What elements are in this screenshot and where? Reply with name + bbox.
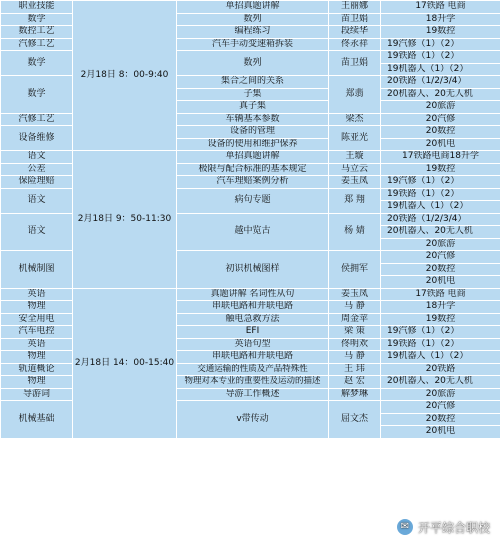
topic-cell: 数列 — [177, 13, 329, 26]
time-slot-cell: 2月18日 14：00-15:40 — [73, 288, 177, 438]
subject-cell: 数学 — [1, 76, 73, 114]
class-cell: 17铁路 电商 — [381, 1, 500, 14]
subject-cell: 汽车电控 — [1, 326, 73, 339]
class-cell: 19铁路（1）（2） — [381, 338, 500, 351]
class-cell: 20铁路（1/2/3/4） — [381, 76, 500, 89]
teacher-cell: 侯拥军 — [329, 251, 381, 289]
teacher-cell: 梁 策 — [329, 326, 381, 339]
table-row — [1, 288, 500, 301]
class-cell: 19数控 — [381, 313, 500, 326]
class-cell: 18升学 — [381, 13, 500, 26]
subject-cell: 导游词 — [1, 388, 73, 401]
class-cell: 20机电 — [381, 276, 500, 289]
teacher-cell: 马 静 — [329, 351, 381, 364]
topic-cell: 病句专题 — [177, 188, 329, 213]
time-slot-cell: 2月18日 8：00-9:40 — [73, 1, 177, 151]
teacher-cell: 佟明欢 — [329, 338, 381, 351]
topic-cell: 设备的管理 — [177, 126, 329, 139]
watermark — [396, 518, 490, 536]
topic-cell: 子集 — [177, 88, 329, 101]
topic-cell: 触电急救方法 — [177, 313, 329, 326]
topic-cell: 真题讲解 名词性从句 — [177, 288, 329, 301]
chat-bubble-icon: ✉ — [396, 518, 414, 536]
topic-cell: 串联电路和并联电路 — [177, 301, 329, 314]
class-cell: 20机器人、20无人机 — [381, 88, 500, 101]
class-cell: 20旅游 — [381, 388, 500, 401]
teacher-cell: 杨 婧 — [329, 213, 381, 251]
time-slot-cell: 2月18日 9：50-11:30 — [73, 151, 177, 289]
class-cell: 20数控 — [381, 413, 500, 426]
subject-cell: 职业技能 — [1, 1, 73, 14]
subject-cell: 设备维修 — [1, 126, 73, 151]
subject-cell: 公差 — [1, 163, 73, 176]
table-row — [1, 1, 500, 14]
topic-cell: 数列 — [177, 51, 329, 76]
teacher-cell: 苗卫娟 — [329, 51, 381, 76]
class-cell: 20旅游 — [381, 238, 500, 251]
class-cell: 18升学 — [381, 301, 500, 314]
subject-cell: 数控工艺 — [1, 26, 73, 39]
topic-cell: EFI — [177, 326, 329, 339]
topic-cell: 越中览古 — [177, 213, 329, 251]
teacher-cell: 佟永祥 — [329, 38, 381, 51]
class-cell: 20旅游 — [381, 101, 500, 114]
subject-cell: 机械制图 — [1, 251, 73, 289]
teacher-cell: 梁杰 — [329, 113, 381, 126]
class-cell: 19铁路（1）（2） — [381, 51, 500, 64]
topic-cell: 初识机械图样 — [177, 251, 329, 289]
class-cell: 20数控 — [381, 263, 500, 276]
class-cell: 19铁路（1）（2） — [381, 188, 500, 201]
class-cell: 19汽修（1）（2） — [381, 38, 500, 51]
teacher-cell: 马立云 — [329, 163, 381, 176]
teacher-cell: 段续华 — [329, 26, 381, 39]
class-cell: 20汽修 — [381, 113, 500, 126]
class-cell: 19机器人（1）（2） — [381, 201, 500, 214]
teacher-cell: 屈文杰 — [329, 401, 381, 439]
subject-cell: 物理 — [1, 301, 73, 314]
topic-cell: 极限与配合标准的基本规定 — [177, 163, 329, 176]
class-cell: 19机器人（1）（2） — [381, 63, 500, 76]
subject-cell: 汽修工艺 — [1, 113, 73, 126]
class-cell: 20铁路（1/2/3/4） — [381, 213, 500, 226]
topic-cell: v带传动 — [177, 401, 329, 439]
class-cell: 17铁路电商18升学 — [381, 151, 500, 164]
class-cell: 19汽修（1）（2） — [381, 326, 500, 339]
class-cell: 17铁路 电商 — [381, 288, 500, 301]
topic-cell: 英语句型 — [177, 338, 329, 351]
class-cell: 20汽修 — [381, 251, 500, 264]
class-cell: 19汽修（1）（2） — [381, 176, 500, 189]
teacher-cell: 姜玉凤 — [329, 288, 381, 301]
teacher-cell: 郑 翔 — [329, 188, 381, 213]
teacher-cell: 姜玉凤 — [329, 176, 381, 189]
teacher-cell: 解梦琳 — [329, 388, 381, 401]
subject-cell: 数学 — [1, 13, 73, 26]
watermark-text: 开平综合职校 — [417, 520, 490, 535]
subject-cell: 英语 — [1, 338, 73, 351]
subject-cell: 数学 — [1, 51, 73, 76]
teacher-cell: 陈亚光 — [329, 126, 381, 151]
topic-cell: 车辆基本参数 — [177, 113, 329, 126]
class-cell: 19数控 — [381, 26, 500, 39]
teacher-cell: 王 玮 — [329, 363, 381, 376]
subject-cell: 物理 — [1, 376, 73, 389]
subject-cell: 机械基础 — [1, 401, 73, 439]
class-cell: 20机器人、20无人机 — [381, 226, 500, 239]
subject-cell: 安全用电 — [1, 313, 73, 326]
teacher-cell: 周金苹 — [329, 313, 381, 326]
teacher-cell: 苗卫娟 — [329, 13, 381, 26]
teacher-cell: 郑翡 — [329, 76, 381, 114]
teacher-cell: 王丽娜 — [329, 1, 381, 14]
topic-cell: 单招真题讲解 — [177, 151, 329, 164]
topic-cell: 串联电路和并联电路 — [177, 351, 329, 364]
class-cell: 20机电 — [381, 426, 500, 439]
subject-cell: 轨道概论 — [1, 363, 73, 376]
class-cell: 19机器人（1）（2） — [381, 351, 500, 364]
subject-cell: 英语 — [1, 288, 73, 301]
class-cell: 20数控 — [381, 126, 500, 139]
topic-cell: 物理对本专业的重要性及运动的描述 — [177, 376, 329, 389]
teacher-cell: 马 静 — [329, 301, 381, 314]
teacher-cell: 王璇 — [329, 151, 381, 164]
topic-cell: 集合之间的关系 — [177, 76, 329, 89]
topic-cell: 真子集 — [177, 101, 329, 114]
subject-cell: 语文 — [1, 188, 73, 213]
subject-cell: 保险理赔 — [1, 176, 73, 189]
class-cell: 19数控 — [381, 163, 500, 176]
teacher-cell: 赵 宏 — [329, 376, 381, 389]
topic-cell: 汽车理赔案例分析 — [177, 176, 329, 189]
topic-cell: 导游工作概述 — [177, 388, 329, 401]
class-cell: 20机器人、20无人机 — [381, 376, 500, 389]
topic-cell: 单招真题讲解 — [177, 1, 329, 14]
topic-cell: 编程练习 — [177, 26, 329, 39]
class-cell: 20铁路 — [381, 363, 500, 376]
topic-cell: 设备的使用和维护保养 — [177, 138, 329, 151]
subject-cell: 汽修工艺 — [1, 38, 73, 51]
topic-cell: 交通运输的性质及产品特殊性 — [177, 363, 329, 376]
class-cell: 20机电 — [381, 138, 500, 151]
table-row — [1, 151, 500, 164]
subject-cell: 语文 — [1, 151, 73, 164]
class-cell: 20汽修 — [381, 401, 500, 414]
topic-cell: 汽车手动变速箱拆装 — [177, 38, 329, 51]
subject-cell: 语文 — [1, 213, 73, 251]
subject-cell: 物理 — [1, 351, 73, 364]
